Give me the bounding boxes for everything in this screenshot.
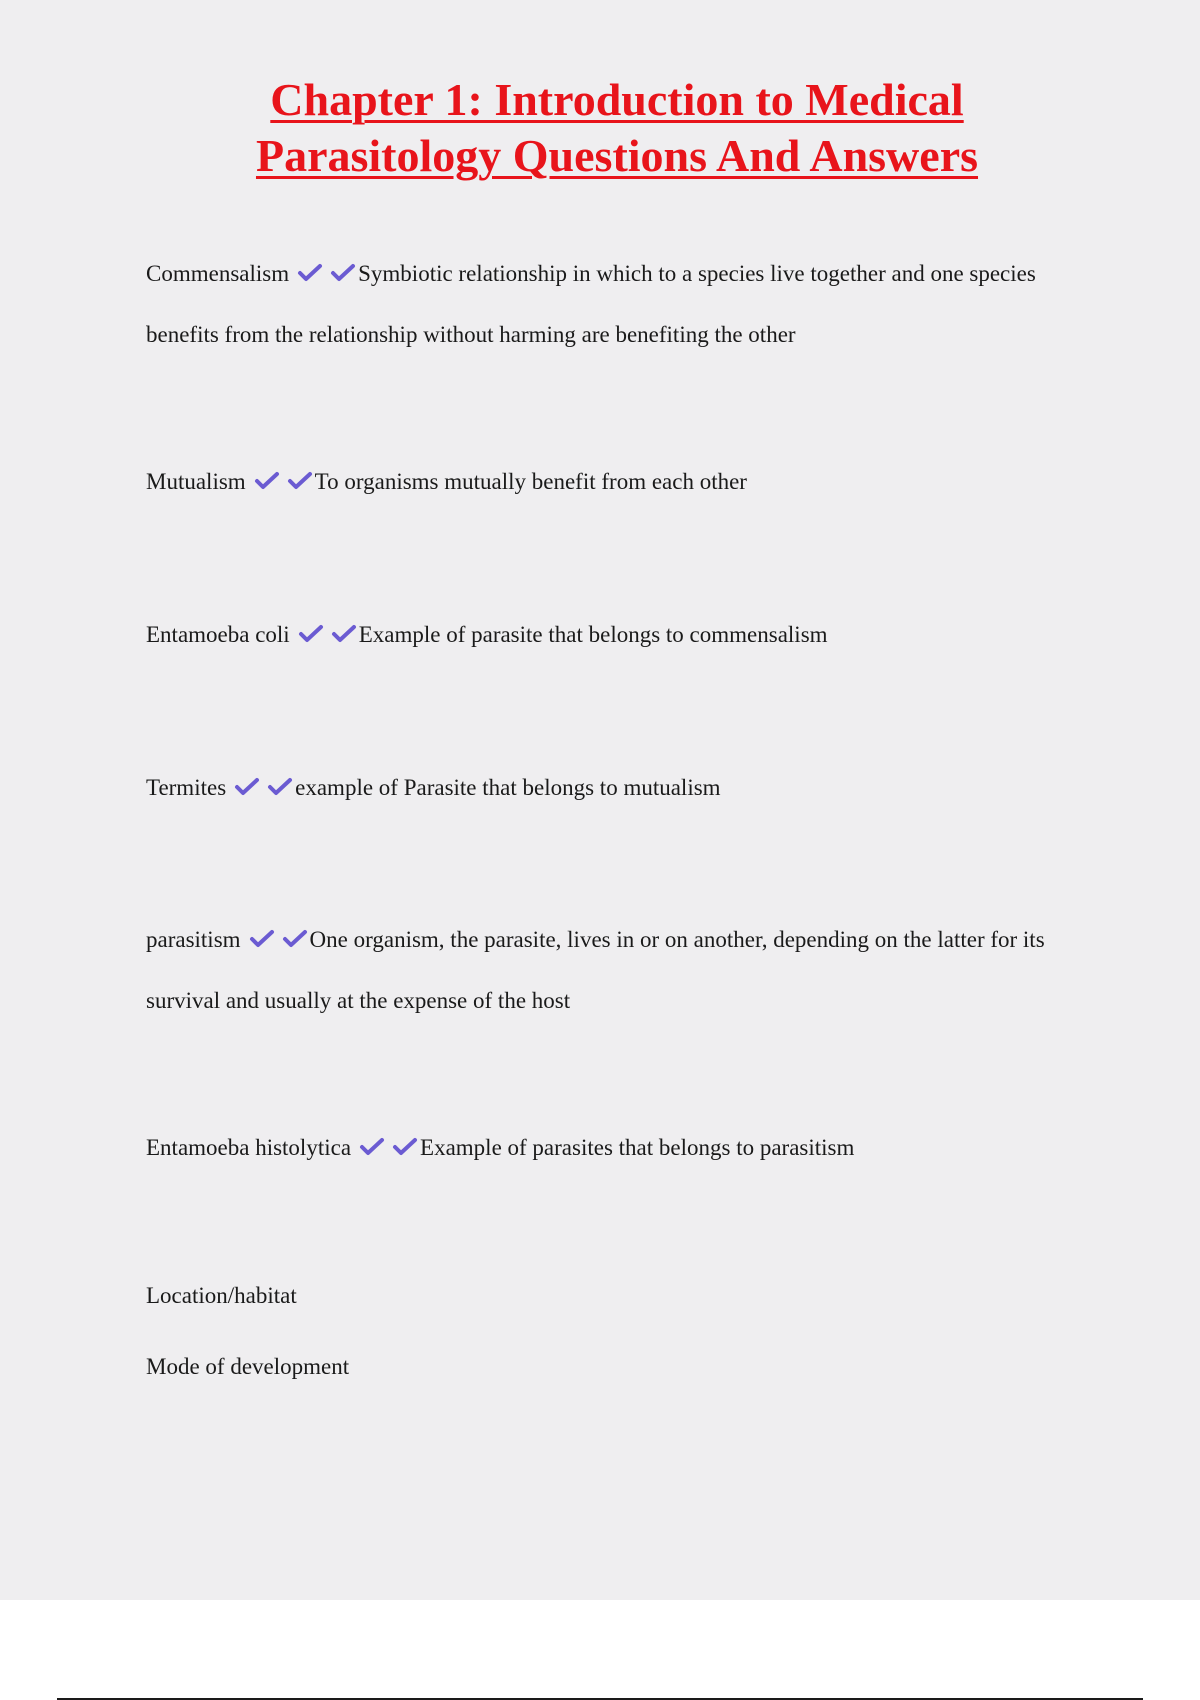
qa-entry-mutualism xyxy=(146,451,1086,512)
entry-term: Entamoeba histolytica xyxy=(146,1135,352,1160)
qa-entry-termites xyxy=(146,757,1086,818)
double-check-icon xyxy=(298,604,357,665)
entry-definition: Example of parasite that belongs to commensalism xyxy=(358,622,828,647)
qa-entry-commensalism xyxy=(146,243,1086,365)
page-title xyxy=(0,72,1200,184)
double-check-icon xyxy=(254,451,313,512)
check-icon xyxy=(298,624,324,644)
check-icon xyxy=(254,471,280,491)
check-icon xyxy=(267,777,293,797)
check-icon xyxy=(249,929,275,949)
line-mode-of-development: Mode of development xyxy=(146,1354,350,1379)
check-icon xyxy=(392,1137,418,1157)
entry-term: Entamoeba coli xyxy=(146,622,290,647)
check-icon xyxy=(330,263,356,283)
entry-term: Mutualism xyxy=(146,469,246,494)
line-location-habitat: Location/habitat xyxy=(146,1283,297,1308)
double-check-icon xyxy=(359,1117,418,1178)
double-check-icon xyxy=(297,243,356,304)
entry-definition: example of Parasite that belongs to mutualism xyxy=(295,775,721,800)
qa-entry-parasitism xyxy=(146,909,1086,1031)
double-check-icon xyxy=(249,909,308,970)
title-line-1: Chapter 1: Introduction to Medical xyxy=(270,74,964,125)
qa-entry-entamoeba-coli xyxy=(146,604,1086,665)
title-line-2: Parasitology Questions And Answers xyxy=(255,130,979,181)
entry-definition: To organisms mutually benefit from each other xyxy=(314,469,747,494)
double-check-icon xyxy=(234,757,293,818)
qa-entry-entamoeba-histolytica xyxy=(146,1117,1086,1178)
check-icon xyxy=(331,624,357,644)
entry-definition: One organism, the parasite, lives in or on another, depending on the latter for its survival and usually at the expense of the host xyxy=(146,927,1045,1013)
check-icon xyxy=(282,929,308,949)
entry-definition: Example of parasites that belongs to parasitism xyxy=(420,1135,855,1160)
check-icon xyxy=(359,1137,385,1157)
check-icon xyxy=(234,777,260,797)
check-icon xyxy=(297,263,323,283)
entry-term: Termites xyxy=(146,775,227,800)
entry-term: parasitism xyxy=(146,927,241,952)
entry-term: Commensalism xyxy=(146,261,290,286)
check-icon xyxy=(287,471,313,491)
entry-definition: Symbiotic relationship in which to a species live together and one species benefits from the relationship without harming are benefiting the other xyxy=(146,261,1036,347)
